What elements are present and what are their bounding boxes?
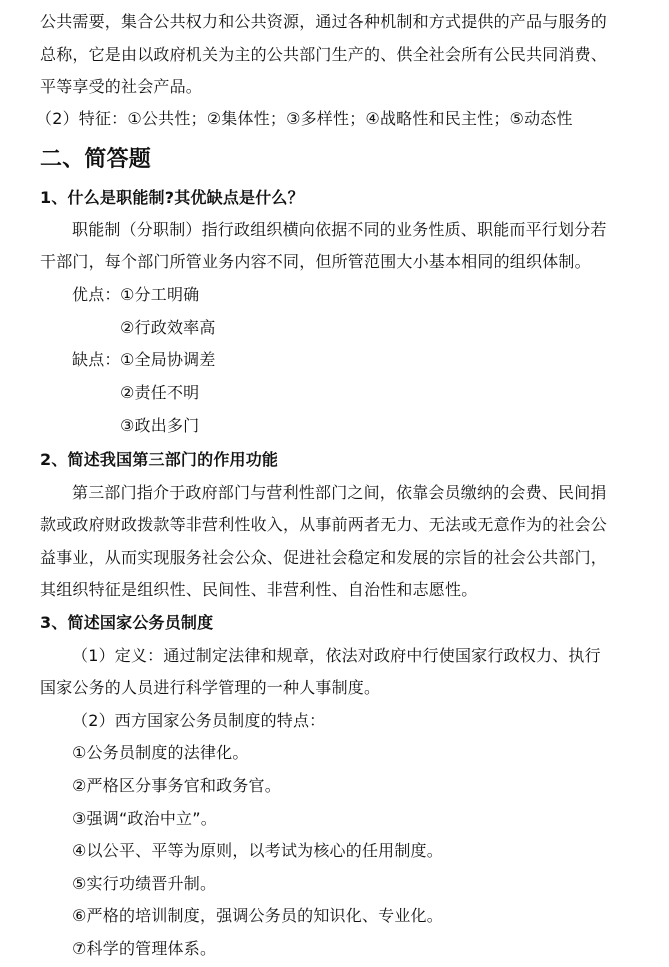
q3-feature-item: ④以公平、平等为原则，以考试为核心的任用制度。 xyxy=(72,841,443,860)
q2-body-line: 益事业，从而实现服务社会公众、促进社会稳定和发展的宗旨的社会公共部门， xyxy=(40,548,608,567)
cons-item: ③政出多门 xyxy=(120,416,200,435)
q2-title: 2、简述我国第三部门的作用功能 xyxy=(40,450,279,469)
pros-item: ①分工明确 xyxy=(120,285,200,304)
q3-features-title: （2）西方国家公务员制度的特点： xyxy=(72,711,326,730)
q1-body-line: 职能制（分职制）指行政组织横向依据不同的业务性质、职能而平行划分若 xyxy=(72,220,607,239)
q1-title: 1、什么是职能制?其优缺点是什么？ xyxy=(40,188,304,207)
cons-label: 缺点： xyxy=(72,350,121,369)
q3-feature-item: ③强调“政治中立”。 xyxy=(72,809,217,828)
q2-body-line: 第三部门指介于政府部门与营利性部门之间，依靠会员缴纳的会费、民间捐 xyxy=(72,483,607,502)
cons-item: ②责任不明 xyxy=(120,383,200,402)
intro-line: 平等享受的社会产品。 xyxy=(40,77,203,96)
q2-body-line: 其组织特征是组织性、民间性、非营利性、自治性和志愿性。 xyxy=(40,580,478,599)
intro-line: 总称，它是由以政府机关为主的公共部门生产的、供全社会所有公民共同消费、 xyxy=(40,45,608,64)
q3-definition-line: （1）定义：通过制定法律和规章，依法对政府中行使国家行政权力、执行 xyxy=(72,646,601,665)
q3-feature-item: ⑥严格的培训制度，强调公务员的知识化、专业化。 xyxy=(72,906,443,925)
cons-item: ①全局协调差 xyxy=(120,350,216,369)
q3-feature-item: ⑦科学的管理体系。 xyxy=(72,939,217,958)
intro-features: （2）特征：①公共性；②集体性；③多样性；④战略性和民主性；⑤动态性 xyxy=(36,109,573,128)
q3-feature-item: ⑤实行功绩晋升制。 xyxy=(72,874,217,893)
q3-feature-item: ①公务员制度的法律化。 xyxy=(72,743,249,762)
intro-line: 公共需要，集合公共权力和公共资源，通过各种机制和方式提供的产品与服务的 xyxy=(40,12,608,31)
pros-label: 优点： xyxy=(72,285,121,304)
q3-feature-item: ②严格区分事务官和政务官。 xyxy=(72,776,281,795)
q1-body-line: 干部门，每个部门所管业务内容不同，但所管范围大小基本相同的组织体制。 xyxy=(40,252,591,271)
q3-definition-line: 国家公务的人员进行科学管理的一种人事制度。 xyxy=(40,678,381,697)
pros-item: ②行政效率高 xyxy=(120,318,216,337)
section-title: 二、简答题 xyxy=(40,146,152,172)
q2-body-line: 款或政府财政拨款等非营利性收入，从事前两者无力、无法或无意作为的社会公 xyxy=(40,515,608,534)
q3-title: 3、简述国家公务员制度 xyxy=(40,613,214,632)
